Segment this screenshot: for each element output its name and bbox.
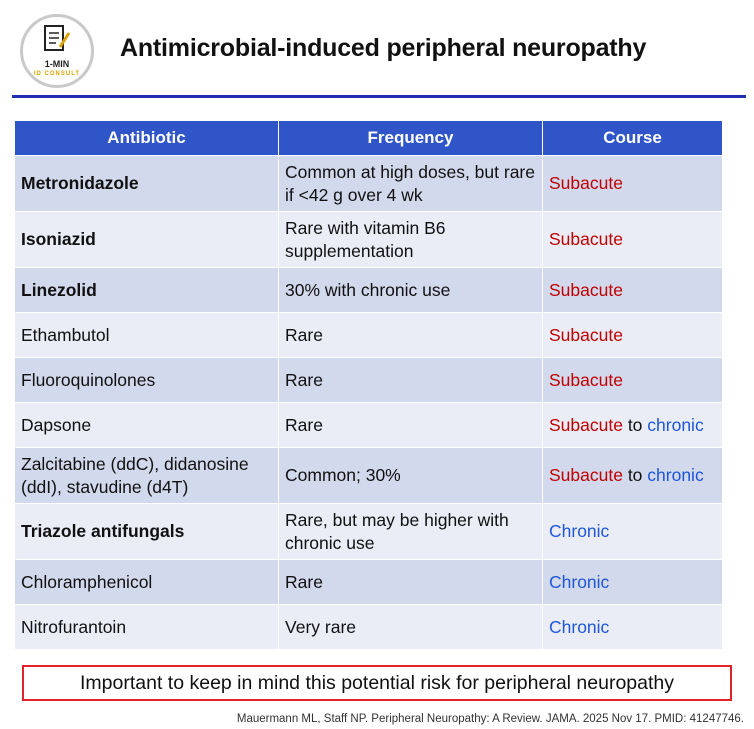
page-title: Antimicrobial-induced peripheral neuropathy <box>120 34 647 62</box>
header-course: Course <box>543 121 723 156</box>
course-text: to <box>622 414 648 435</box>
course-text: Subacute <box>549 279 623 300</box>
course-cell <box>543 448 723 504</box>
course-text: Chronic <box>549 521 610 541</box>
frequency-cell: Very rare <box>279 605 543 650</box>
antibiotic-cell: Ethambutol <box>15 313 279 358</box>
antibiotic-cell: Nitrofurantoin <box>15 605 279 650</box>
course-cell <box>543 313 723 358</box>
course-text: chronic <box>647 414 704 435</box>
citation: Mauermann ML, Staff NP. Peripheral Neuropathy: A Review. JAMA. 2025 Nov 17. PMID: 41247746. <box>236 713 744 725</box>
course-text: chronic <box>647 465 704 485</box>
course-text: Chronic <box>549 571 610 592</box>
table-row <box>15 313 723 358</box>
frequency-cell: 30% with chronic use <box>279 268 543 313</box>
table-row <box>15 358 723 403</box>
table-row <box>15 605 723 650</box>
antibiotic-cell: Triazole antifungals <box>15 504 279 560</box>
course-text: to <box>622 465 648 485</box>
table-row <box>15 268 723 313</box>
course-text: Subacute <box>549 173 623 193</box>
antibiotic-cell: Isoniazid <box>15 212 279 268</box>
logo-text: 1-MIN <box>44 59 70 69</box>
frequency-cell: Rare with vitamin B6 supplementation <box>279 212 543 268</box>
course-cell <box>543 212 723 268</box>
course-cell <box>543 268 723 313</box>
course-text: Subacute <box>549 414 623 435</box>
antibiotic-cell: Zalcitabine (ddC), didanosine (ddI), stavudine (d4T) <box>15 448 279 504</box>
logo <box>20 14 94 88</box>
course-cell <box>543 504 723 560</box>
title-divider <box>12 95 746 98</box>
course-cell <box>543 156 723 212</box>
course-cell <box>543 605 723 650</box>
table-row <box>15 156 723 212</box>
table-row <box>15 560 723 605</box>
header-frequency: Frequency <box>279 121 543 156</box>
table-row <box>15 504 723 560</box>
course-text: Subacute <box>549 465 623 485</box>
table-row <box>15 448 723 504</box>
frequency-cell: Rare <box>279 403 543 448</box>
frequency-cell: Common at high doses, but rare if <42 g over 4 wk <box>279 156 543 212</box>
course-text: Subacute <box>549 369 623 390</box>
frequency-cell: Rare <box>279 358 543 403</box>
course-cell <box>543 358 723 403</box>
frequency-cell: Rare <box>279 560 543 605</box>
course-text: Chronic <box>549 616 610 637</box>
table-header-row <box>15 121 723 156</box>
header-antibiotic: Antibiotic <box>15 121 279 156</box>
frequency-cell: Rare <box>279 313 543 358</box>
note-box: Important to keep in mind this potential risk for peripheral neuropathy <box>22 665 732 701</box>
antibiotic-cell: Chloramphenicol <box>15 560 279 605</box>
course-text: Subacute <box>549 324 623 345</box>
frequency-cell: Common; 30% <box>279 448 543 504</box>
course-cell <box>543 560 723 605</box>
logo-subtext: ID CONSULT <box>33 71 81 77</box>
neuropathy-table <box>14 120 723 650</box>
antibiotic-cell: Dapsone <box>15 403 279 448</box>
antibiotic-cell: Linezolid <box>15 268 279 313</box>
table-row <box>15 403 723 448</box>
course-text: Subacute <box>549 229 623 249</box>
antibiotic-cell: Metronidazole <box>15 156 279 212</box>
table-row <box>15 212 723 268</box>
frequency-cell: Rare, but may be higher with chronic use <box>279 504 543 560</box>
antibiotic-cell: Fluoroquinolones <box>15 358 279 403</box>
course-cell <box>543 403 723 448</box>
